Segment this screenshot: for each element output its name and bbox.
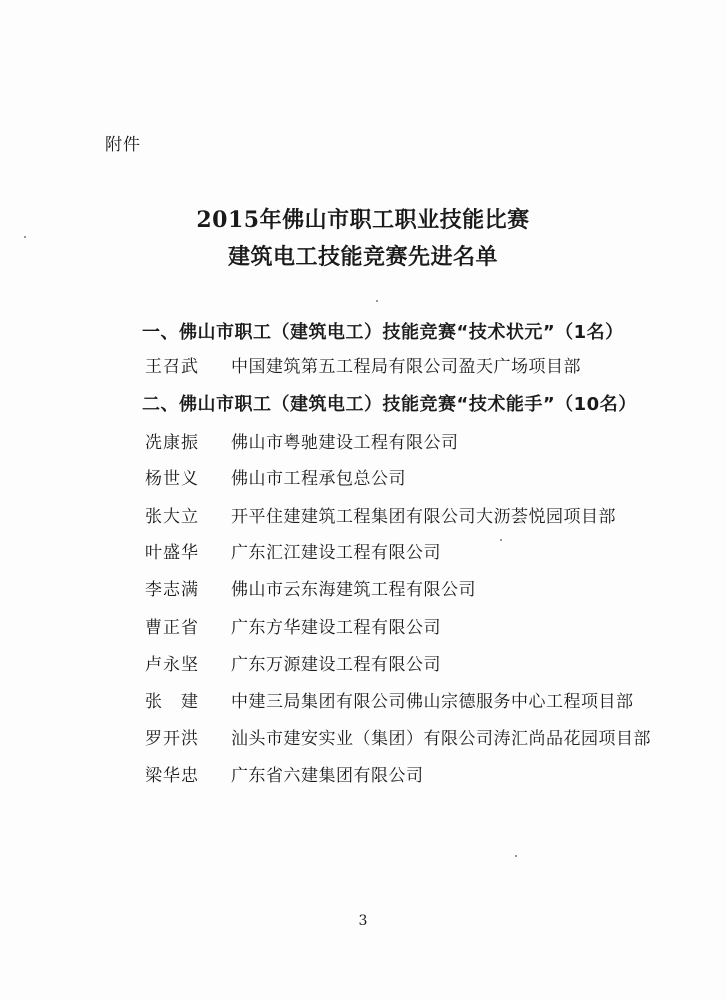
list-item <box>145 687 634 713</box>
organization-name: 广东省六建集团有限公司 <box>231 766 424 786</box>
list-item <box>145 575 476 601</box>
organization-name: 中国建筑第五工程局有限公司盈天广场项目部 <box>231 357 581 377</box>
list-item <box>145 464 406 490</box>
person-name: 梁华忠 <box>145 766 199 786</box>
section-heading-experts: 二、佛山市职工（建筑电工）技能竞赛“技术能手”（10名） <box>142 394 637 415</box>
list-item <box>145 724 651 750</box>
organization-name: 广东汇江建设工程有限公司 <box>231 543 441 563</box>
list-item <box>145 650 441 676</box>
scan-speck <box>515 855 517 857</box>
scan-speck <box>24 236 26 238</box>
person-name: 李志满 <box>145 580 199 600</box>
attachment-label: 附件 <box>105 135 141 155</box>
document-title-line-1: 2015年佛山市职工职业技能比赛 <box>196 207 530 233</box>
organization-name: 中建三局集团有限公司佛山宗德服务中心工程项目部 <box>231 692 634 712</box>
organization-name: 广东万源建设工程有限公司 <box>231 655 441 675</box>
list-item <box>145 613 441 639</box>
person-name: 叶盛华 <box>145 543 199 563</box>
person-name: 杨世义 <box>145 469 199 489</box>
organization-name: 佛山市工程承包总公司 <box>231 469 406 489</box>
person-name: 王召武 <box>145 357 199 377</box>
scan-speck <box>500 539 502 541</box>
list-item <box>145 538 441 564</box>
list-item <box>145 502 616 528</box>
person-name: 罗开洪 <box>145 729 199 749</box>
organization-name: 开平住建建筑工程集团有限公司大沥荟悦园项目部 <box>231 507 616 527</box>
person-name: 张 建 <box>145 692 199 712</box>
person-name: 卢永坚 <box>145 655 199 675</box>
person-name: 曹正省 <box>145 618 199 638</box>
organization-name: 广东方华建设工程有限公司 <box>231 618 441 638</box>
organization-name: 汕头市建安实业（集团）有限公司涛汇尚品花园项目部 <box>231 729 651 749</box>
list-item <box>145 761 424 787</box>
organization-name: 佛山市粤驰建设工程有限公司 <box>231 433 459 453</box>
scan-speck <box>376 300 378 302</box>
organization-name: 佛山市云东海建筑工程有限公司 <box>231 580 476 600</box>
list-item <box>145 428 459 454</box>
person-name: 冼康振 <box>145 433 199 453</box>
person-name: 张大立 <box>145 507 199 527</box>
page-number: 3 <box>358 913 368 929</box>
list-item <box>145 352 581 378</box>
document-title-line-2: 建筑电工技能竞赛先进名单 <box>227 244 498 270</box>
section-heading-champion: 一、佛山市职工（建筑电工）技能竞赛“技术状元”（1名） <box>142 322 624 343</box>
